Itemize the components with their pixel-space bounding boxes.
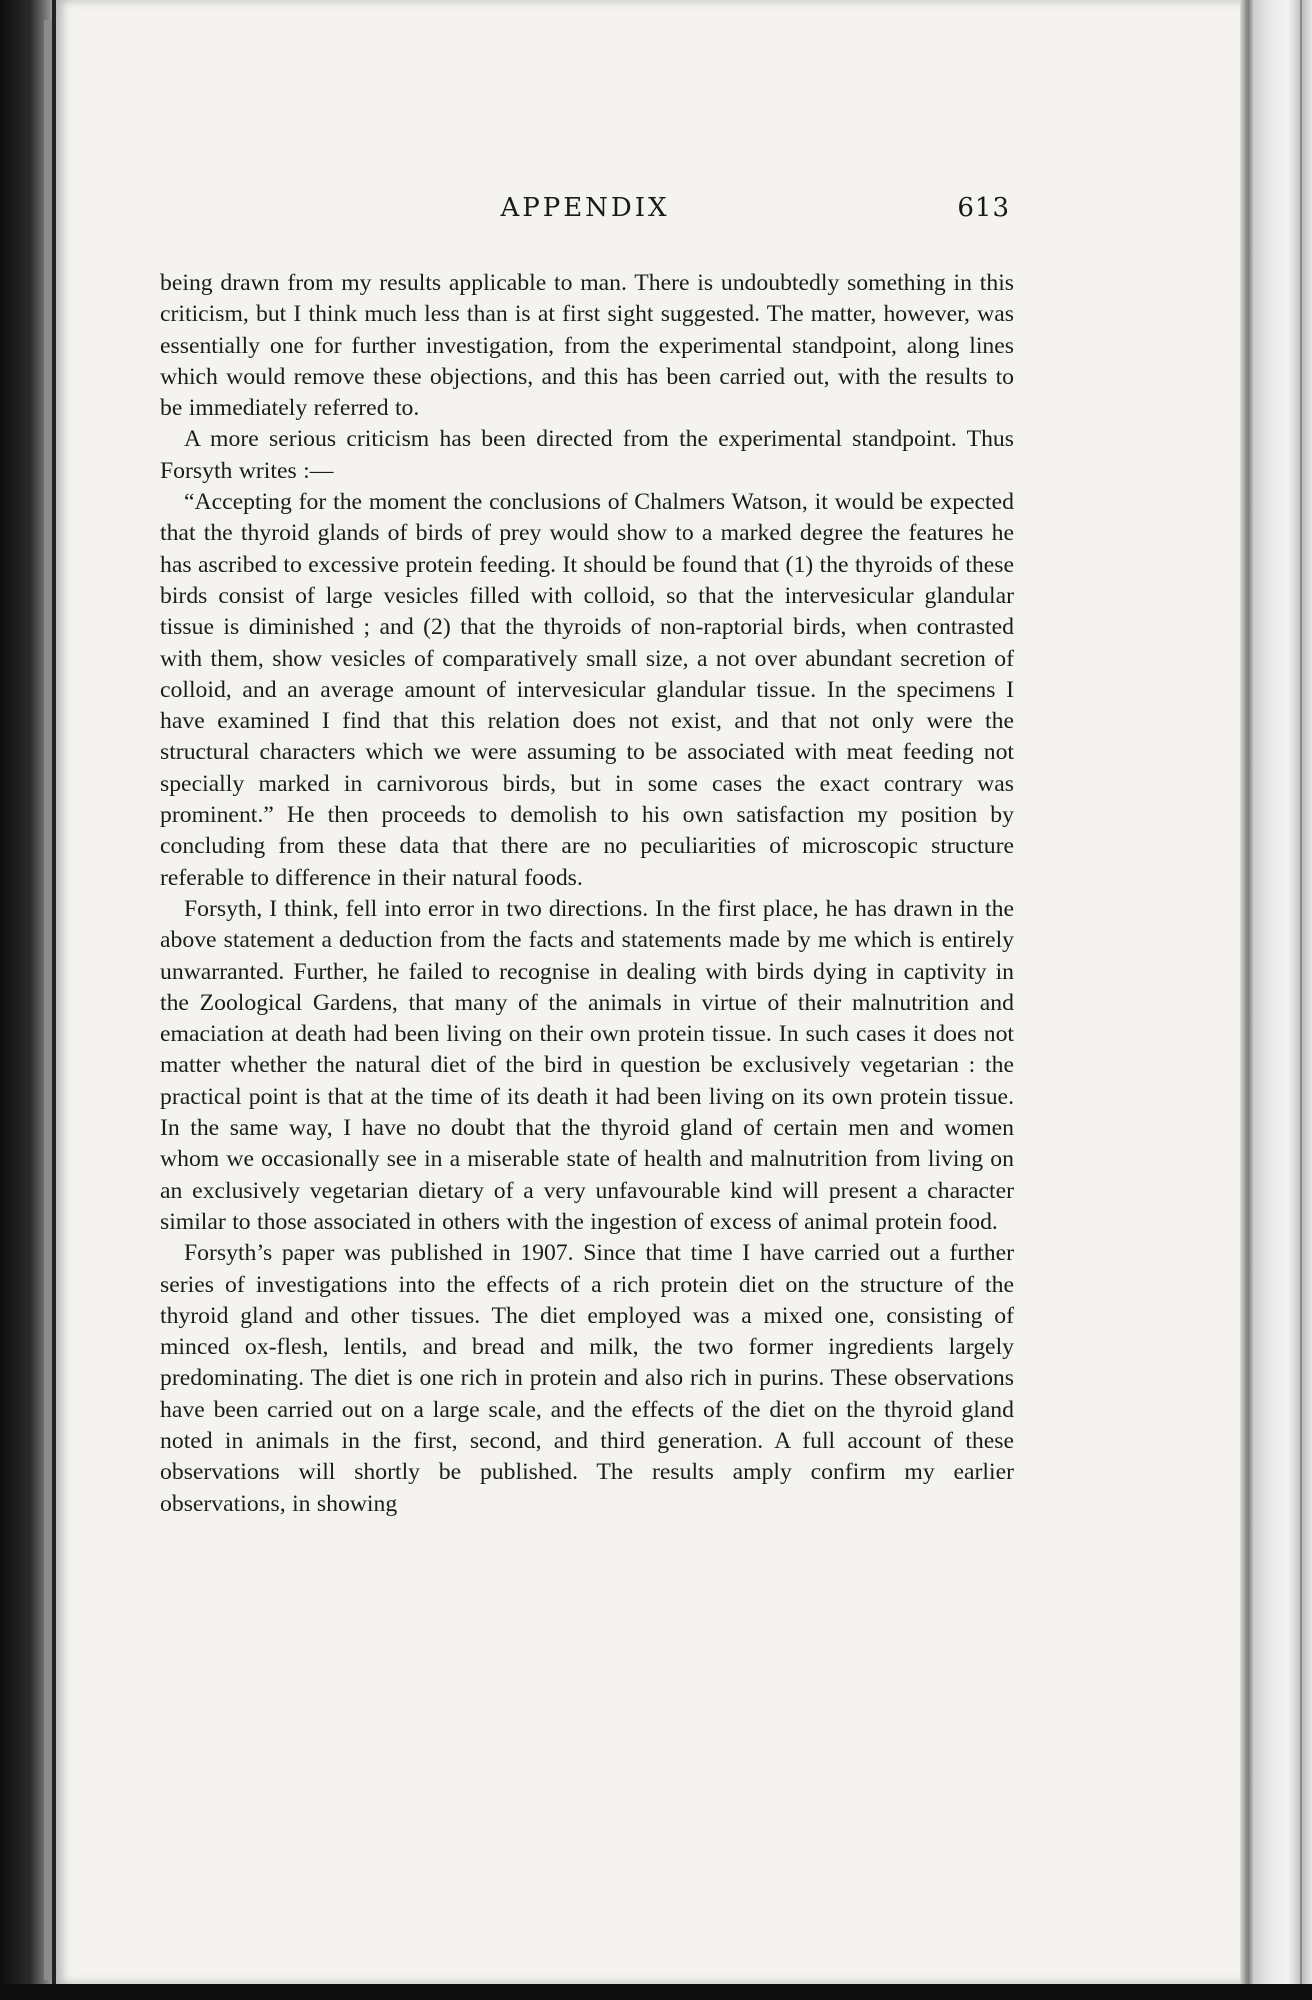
page-header [160, 193, 1010, 233]
paragraph: Forsyth’s paper was published in 1907. Since that time I have carried out a further series of investigations into the effects of a rich protein diet on the structure of the thyroid gland and other tissues. The diet employed was a mixed one, consisting of minced ox-flesh, lentils, and bread and milk, the two former ingredients largely predominating. The diet is one rich in protein and also rich in purins. These observations have been carried out on a large scale, and the effects of the diet on the thyroid gland noted in animals in the first, second, and third generation. A full account of these observations will shortly be published. The results amply confirm my earlier observations, in showing [160, 1240, 1014, 1517]
paragraph: being drawn from my results applicable to man. There is undoubtedly something in this criticism, but I think much less than is at first sight suggested. The matter, however, was essentially one for further investigation, from the experimental standpoint, along lines which would remove these objections, and this has been carried out, with the results to be immediately referred to. [160, 270, 1014, 422]
page-edge-line [1300, 0, 1302, 2000]
quoted-paragraph: “Accepting for the moment the conclusions of Chalmers Watson, it would be expected that the thyroid glands of birds of prey would show to a marked degree the features he has ascribed to excessive protein feeding. It should be found that (1) the thyroids of these birds consist of large vesicles filled with colloid, so that the intervesicular glandular tissue is diminished ; and (2) that the thyroids of non-raptorial birds, when contrasted with them, show vesicles of comparatively small size, a not over abundant secretion of colloid, and an average amount of intervesicular glandular tissue. In the specimens I have examined I find that this relation does not exist, and that not only were the structural characters which we were assuming to be associated with meat feeding not specially marked in carnivorous birds, but in some cases the exact contrary was prominent.” He then proceeds to demolish to his own satisfaction my position by concluding from these data that there are no peculiarities of microscopic structure referable to difference in their natural foods. [160, 489, 1014, 891]
page-number: 613 [957, 193, 1010, 223]
paragraph: A more serious criticism has been directed from the experimental standpoint. Thus Forsyth writes :— [160, 426, 1014, 484]
running-head: APPENDIX [500, 193, 670, 223]
paragraph: Forsyth, I think, fell into error in two directions. In the first place, he has drawn in the above statement a deduction from the facts and statements made by me which is entirely unwarranted. Further, he failed to recognise in dealing with birds dying in captivity in the Zoological Gardens, that many of the animals in virtue of their malnutrition and emaciation at death had been living on their own protein tissue. In such cases it does not matter whether the natural diet of the bird in question be exclusively vegetarian : the practical point is that at the time of its death it had been living on its own protein tissue. In the same way, I have no doubt that the thyroid gland of certain men and women whom we occasionally see in a miserable state of health and malnutrition from living on an exclusively vegetarian dietary of a very unfavourable kind will present a character similar to those associated in others with the ingestion of excess of animal protein food. [160, 895, 1014, 1235]
book-spine-shadow [44, 20, 52, 1980]
book-right-edge [1240, 0, 1312, 2000]
body-text [160, 268, 1014, 1520]
page-edge-line [1246, 0, 1248, 2000]
book-bottom-edge [0, 1984, 1312, 2000]
